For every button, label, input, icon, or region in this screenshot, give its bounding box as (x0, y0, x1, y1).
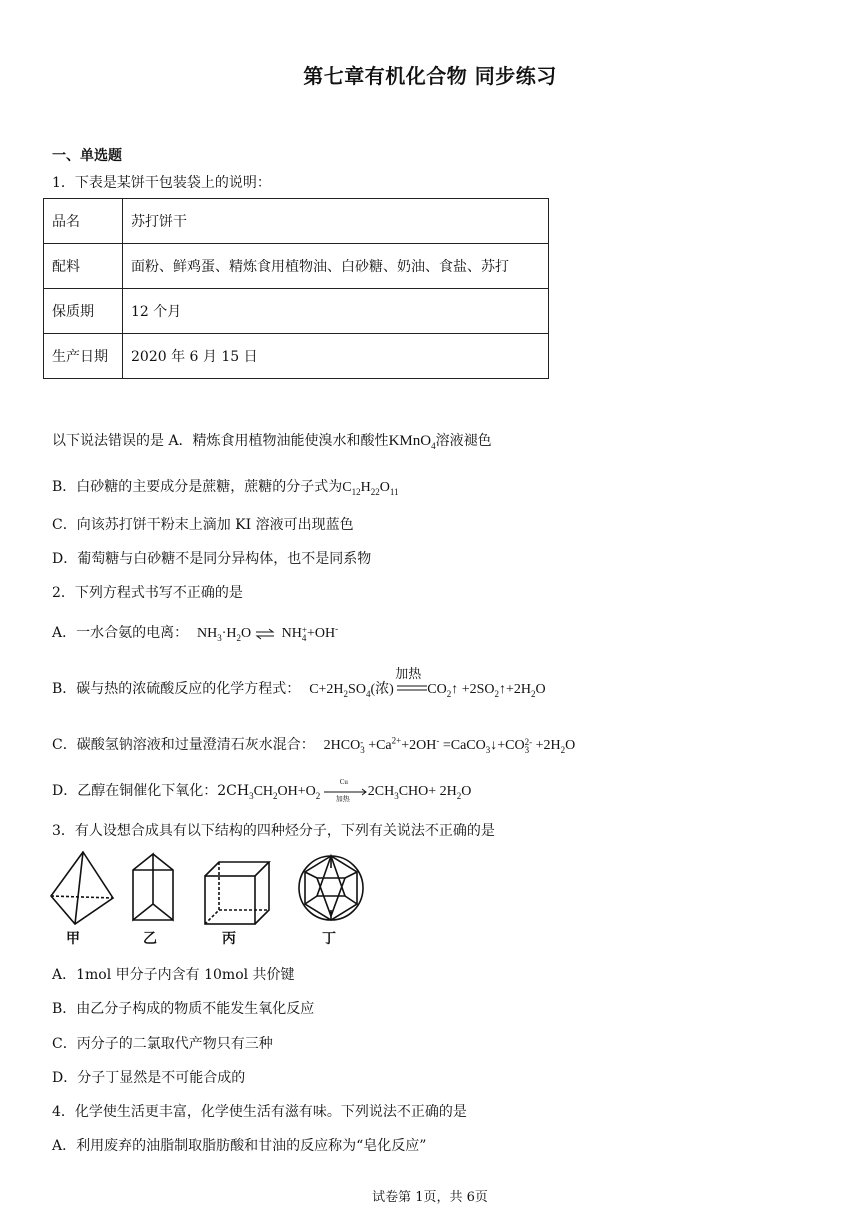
formula-text: NH (197, 626, 218, 641)
page-footer: 试卷第 1页，共 6页 (372, 1190, 488, 1205)
formula-text: (浓) (370, 682, 394, 697)
q2-stem: 2．下列方程式书写不正确的是 (52, 585, 243, 601)
equation (197, 623, 339, 643)
triangular-prism-icon (133, 854, 173, 920)
formula-sub: 22 (370, 486, 380, 497)
table-row (44, 289, 549, 334)
formula-sub: 2 (531, 688, 536, 699)
formula-text: SO (348, 682, 366, 697)
option-text: B．碳与热的浓硫酸反应的化学方程式： (52, 681, 301, 697)
table-value: 2020 年 6 月 15 日 (123, 334, 549, 379)
formula-sub: 2 (456, 790, 462, 801)
formula-sub: 4 (431, 441, 436, 451)
equals-sign-icon (397, 683, 427, 697)
formula-text: OH+O (277, 784, 316, 799)
formula-text: H (360, 480, 371, 495)
option-text: D．乙醇在铜催化下氧化：2CH (52, 783, 250, 799)
formula-text: ↓+CO (490, 738, 525, 753)
formula-supsub: - 3 (360, 736, 365, 755)
formula-text: +2OH (401, 738, 437, 753)
formula-sub: 3 (394, 790, 399, 801)
table-key: 保质期 (44, 289, 123, 334)
formula-text: +2H (535, 738, 561, 753)
q2-option-b (52, 666, 546, 699)
formula-text: CHO+ 2H (398, 784, 457, 799)
option-text: B．白砂糖的主要成分是蔗糖，蔗糖的分子式为 (52, 479, 343, 495)
formula-text: CH (253, 784, 274, 799)
condition-text: 加热 (335, 794, 350, 803)
q3-option-b: B．由乙分子构成的物质不能发生氧化反应 (52, 1001, 315, 1017)
formula-sub: 2 (343, 688, 349, 699)
table-value: 12 个月 (123, 289, 549, 334)
figure-caption: 丙 (222, 931, 236, 947)
formula-sup: - (436, 735, 440, 746)
equation (249, 777, 472, 803)
formula-text: +OH (306, 626, 336, 641)
formula-text: =CaCO (442, 738, 486, 753)
table-row (44, 334, 549, 379)
formula-supsub: 2- 3 (524, 736, 533, 755)
table-key: 生产日期 (44, 334, 123, 379)
equation (323, 735, 576, 755)
biscuit-info-table (43, 198, 549, 379)
q4-option-a: A．利用废弃的油脂制取脂肪酸和甘油的反应称为“皂化反应” (52, 1138, 427, 1154)
q3-option-d: D．分子丁显然是不可能合成的 (52, 1070, 246, 1086)
formula-text: O (461, 784, 472, 799)
formula-text: O (535, 682, 546, 697)
q3-stem: 3．有人设想合成具有以下结构的四种烃分子，下列有关说法不正确的是 (52, 823, 495, 839)
formula-sub: 2 (273, 790, 278, 801)
formula-sub: 2 (236, 632, 242, 643)
tetrahedron-icon (51, 852, 113, 924)
formula-sup: - (335, 623, 339, 634)
formula-supsub: + 4 (301, 624, 307, 643)
formula-sub: 11 (389, 486, 399, 497)
q2-option-a (52, 622, 338, 643)
formula-sub: 2 (446, 688, 452, 699)
q3-option-c: C．丙分子的二氯取代产物只有三种 (52, 1036, 273, 1052)
table-value: 苏打饼干 (123, 199, 549, 244)
icosahedron-icon (299, 856, 363, 920)
formula-text: C+2H (309, 682, 344, 697)
q1-option-a (52, 430, 492, 451)
cube-icon (205, 862, 269, 924)
page-title: 第七章有机化合物 同步练习 (303, 64, 557, 88)
figure-caption: 乙 (143, 931, 157, 947)
equation (309, 666, 546, 699)
formula-text: +Ca (368, 738, 392, 753)
formula-text: ·H (221, 626, 237, 641)
formula-text: C (342, 480, 352, 495)
formula-sub: 12 (351, 486, 361, 497)
condition-text: 加热 (395, 666, 422, 682)
q1-option-d: D．葡萄糖与白砂糖不是同分异构体，也不是同系物 (52, 551, 372, 567)
q3-option-a: A．1mol 甲分子内含有 10mol 共价键 (52, 967, 295, 983)
condition-text: Cu (339, 777, 348, 786)
equilibrium-arrow-icon (255, 628, 275, 640)
sucrose-formula (342, 480, 398, 495)
table-key: 品名 (44, 199, 123, 244)
table-row (44, 244, 549, 289)
section-heading: 一、单选题 (52, 148, 122, 164)
formula-text: CO (427, 682, 447, 697)
kmno4-formula (389, 433, 436, 449)
option-text: A．一水合氨的电离： (52, 625, 189, 641)
catalyst-condition (324, 777, 368, 803)
formula-sub: 4 (365, 688, 371, 699)
formula-text: ↑ +2SO (451, 682, 495, 697)
q2-option-d (52, 777, 472, 803)
formula-text: KMnO (388, 433, 432, 449)
figure-caption: 甲 (66, 931, 80, 947)
q1-stem: 1．下表是某饼干包装袋上的说明： (52, 175, 271, 191)
formula-text: 2HCO (323, 738, 361, 753)
formula-text: NH (281, 626, 302, 641)
heat-condition (395, 666, 427, 697)
formula-sub: 2 (315, 790, 321, 801)
formula-sub: 3 (249, 790, 254, 801)
q1-lead: 以下说法错误的是 A．精炼食用植物油能使溴水和酸性 (52, 433, 389, 449)
q1-option-c: C．向该苏打饼干粉末上滴加 KI 溶液可出现蓝色 (52, 517, 354, 533)
table-key: 配料 (44, 244, 123, 289)
q1-lead-tail: 溶液褪色 (435, 433, 492, 449)
formula-text: ↑+2H (499, 682, 532, 697)
q2-option-c (52, 734, 575, 755)
formula-sub: 2 (560, 744, 566, 755)
formula-text: O (241, 626, 252, 641)
formula-sub: 2 (494, 688, 500, 699)
formula-sup: 2+ (391, 735, 402, 746)
formula-text: 2CH (367, 784, 395, 799)
figure-caption: 丁 (322, 931, 336, 947)
formula-text: O (379, 480, 390, 495)
formula-sub: 3 (217, 632, 222, 643)
table-value: 面粉、鲜鸡蛋、精炼食用植物油、白砂糖、奶油、食盐、苏打 (123, 244, 549, 289)
option-text: C．碳酸氢钠溶液和过量澄清石灰水混合： (52, 737, 315, 753)
q4-stem: 4．化学使生活更丰富，化学使生活有滋有味。下列说法不正确的是 (52, 1104, 467, 1120)
q1-option-b (52, 476, 399, 497)
formula-sub: 3 (485, 744, 491, 755)
table-row (44, 199, 549, 244)
formula-text: O (565, 738, 576, 753)
